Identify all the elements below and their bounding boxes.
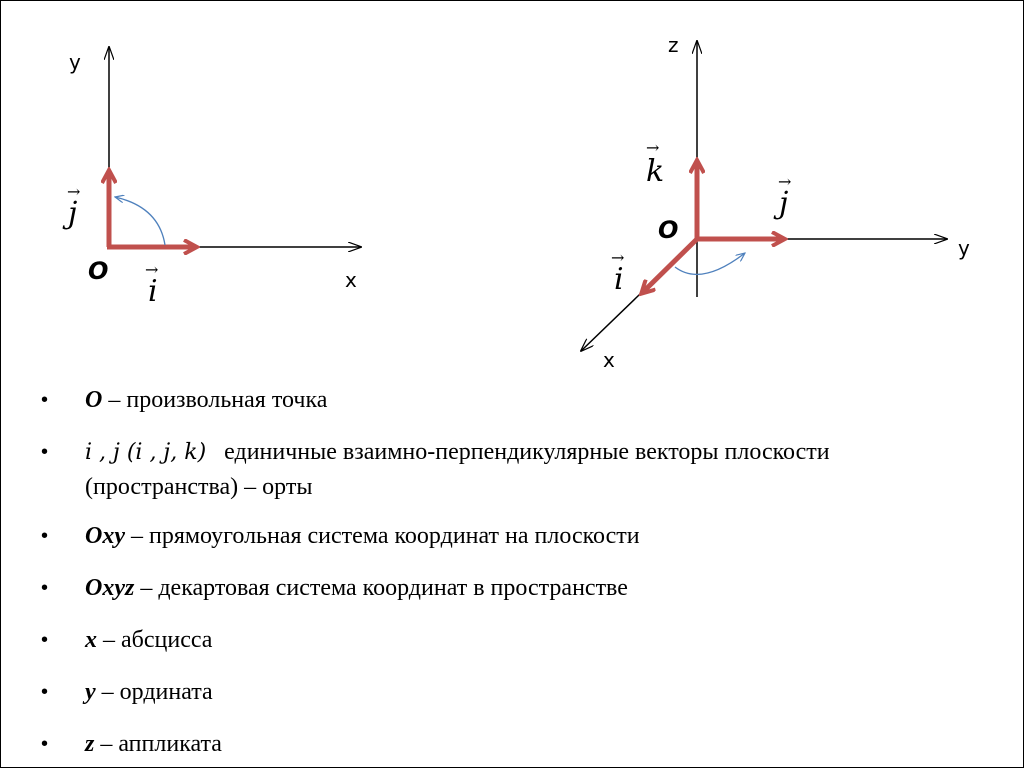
- term-z: z: [85, 731, 95, 757]
- definition-oxy: – прямоугольная система координат на плоскости: [124, 523, 640, 549]
- origin-label-2d: O: [88, 257, 109, 285]
- list-item-applicate: [41, 727, 222, 761]
- rotation-arc-3d: [675, 253, 745, 274]
- term-y: y: [85, 679, 96, 705]
- x-axis-label-3d: x: [603, 348, 615, 372]
- unit-vectors-formula: i , j (i , j, k): [85, 440, 207, 465]
- vector-i-label-2d: i: [148, 274, 158, 309]
- definition-oxyz: – декартовая система координат в пространстве: [134, 575, 628, 601]
- vector-i-label-3d: i: [614, 262, 624, 297]
- list-item-ordinate: [41, 675, 213, 709]
- list-item-oxy: [41, 519, 640, 553]
- diagram-3d: [581, 33, 970, 372]
- vector-i-3d: [642, 239, 697, 293]
- origin-label-3d: O: [658, 216, 679, 244]
- x-axis-label-2d: x: [345, 268, 357, 292]
- vector-arrow-mark-j-2d: →: [67, 182, 81, 201]
- vector-j-label-3d: j: [779, 186, 789, 221]
- vector-arrow-mark-i-2d: →: [145, 260, 159, 279]
- diagram-2d: [62, 47, 361, 309]
- term-x: x: [85, 627, 97, 653]
- vector-arrow-mark-j-3d: →: [778, 172, 792, 191]
- term-oxy: Oxy: [85, 523, 125, 549]
- list-item-origin: [41, 383, 327, 417]
- list-item-oxyz: [41, 571, 628, 605]
- definition-origin: – произвольная точка: [102, 387, 328, 413]
- vector-k-label-3d: k: [646, 154, 665, 189]
- list-item-abscissa: [41, 623, 212, 657]
- definition-ordinate: – ордината: [95, 679, 213, 705]
- y-axis-label-2d: y: [69, 50, 81, 74]
- definition-unit-vectors: единичные взаимно-перпендикулярные векторы плоскости: [224, 439, 830, 465]
- vector-arrow-mark-i-3d: →: [611, 248, 625, 267]
- term-origin: O: [85, 387, 103, 413]
- vector-j-label-2d: j: [68, 196, 78, 231]
- term-oxyz: Oxyz: [85, 575, 135, 601]
- coordinate-diagrams: [1, 1, 1023, 381]
- y-axis-label-3d: y: [958, 236, 970, 260]
- z-axis-label-3d: z: [668, 33, 679, 57]
- definition-applicate: – аппликата: [94, 731, 222, 757]
- definition-abscissa: – абсцисса: [97, 627, 213, 653]
- rotation-arc-2d: [115, 197, 165, 245]
- list-item-unit-vectors: [41, 435, 830, 504]
- definition-unit-vectors-cont: (пространства) – орты: [85, 474, 313, 500]
- vector-arrow-mark-k-3d: →: [646, 138, 660, 157]
